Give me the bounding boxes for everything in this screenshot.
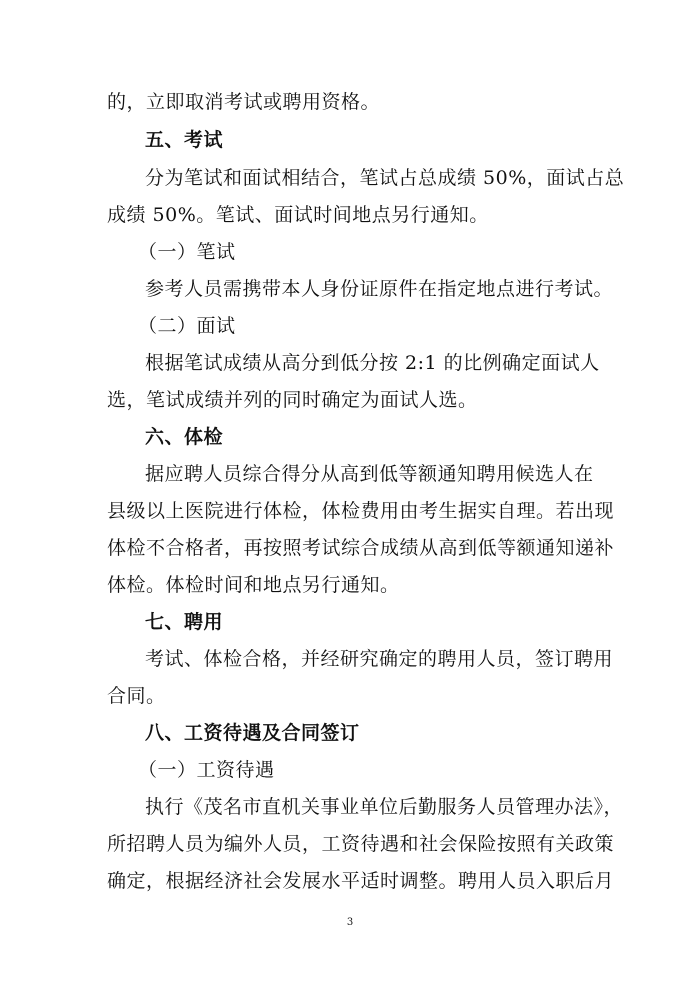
body-line: 体检。体检时间和地点另行通知。 [107, 574, 400, 596]
subsection-heading-salary: （一）工资待遇 [138, 759, 275, 781]
body-line: 所招聘人员为编外人员，工资待遇和社会保险按照有关政策 [107, 833, 615, 855]
body-line: 选，笔试成绩并列的同时确定为面试人选。 [107, 389, 478, 411]
body-line: 分为笔试和面试相结合，笔试占总成绩 50%，面试占总 [145, 167, 625, 189]
subsection-heading-written-test: （一）笔试 [138, 241, 236, 263]
body-line: 参考人员需携带本人身份证原件在指定地点进行考试。 [145, 278, 614, 300]
body-line: 成绩 50%。笔试、面试时间地点另行通知。 [107, 204, 489, 226]
body-line: 的，立即取消考试或聘用资格。 [107, 91, 381, 113]
body-line: 根据笔试成绩从高分到低分按 2:1 的比例确定面试人 [145, 352, 600, 374]
body-line: 执行《茂名市直机关事业单位后勤服务人员管理办法》， [145, 796, 624, 818]
section-heading-medical-check: 六、体检 [145, 426, 224, 448]
section-heading-employment: 七、聘用 [145, 611, 224, 633]
body-line: 县级以上医院进行体检，体检费用由考生据实自理。若出现 [107, 500, 615, 522]
body-line: 据应聘人员综合得分从高到低等额通知聘用候选人在 [145, 463, 594, 485]
body-line: 体检不合格者，再按照考试综合成绩从高到低等额通知递补 [107, 537, 615, 559]
body-line: 确定，根据经济社会发展水平适时调整。聘用人员入职后月 [107, 870, 615, 892]
section-heading-exam: 五、考试 [145, 129, 224, 151]
page-number: 3 [346, 917, 354, 928]
subsection-heading-interview: （二）面试 [138, 315, 236, 337]
body-line: 考试、体检合格，并经研究确定的聘用人员，签订聘用 [145, 648, 614, 670]
section-heading-salary-contract: 八、工资待遇及合同签订 [145, 722, 360, 744]
body-line: 合同。 [107, 685, 166, 707]
